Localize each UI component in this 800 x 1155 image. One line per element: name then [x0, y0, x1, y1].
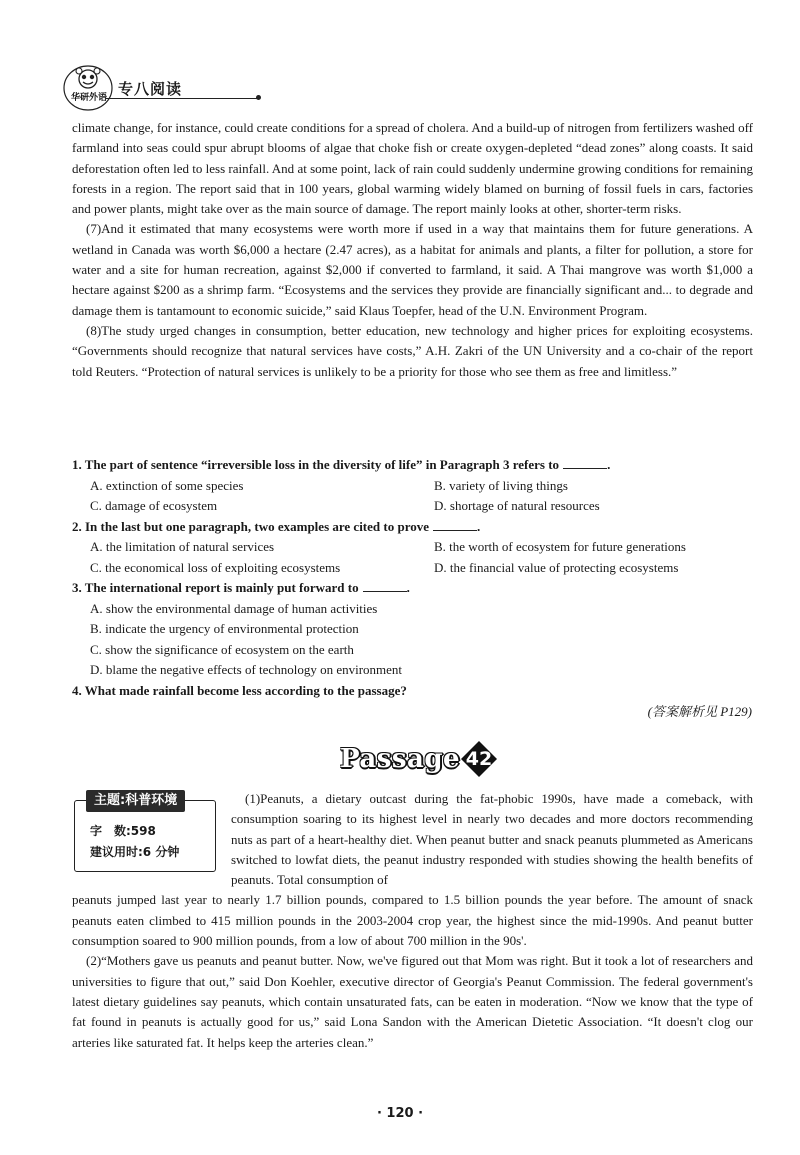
option-b: B. the worth of ecosystem for future generations	[434, 539, 686, 554]
question-stem: 3. The international report is mainly put forward to	[72, 580, 359, 595]
option-c: C. the economical loss of exploiting ecosystems	[90, 559, 341, 575]
logo-icon	[62, 62, 118, 114]
answer-blank	[563, 456, 607, 469]
answer-reference: (答案解析见 P129)	[647, 704, 752, 719]
option-c: C. damage of ecosystem	[90, 498, 218, 513]
section-title: 专八阅读	[118, 80, 183, 98]
option-d: D. shortage of natural resources	[434, 498, 600, 513]
svg-text:华研外语: 华研外语	[70, 93, 108, 103]
answer-blank	[433, 518, 477, 531]
suggested-time: 建议用时:6 分钟	[90, 845, 180, 859]
word-count: 字 数:598	[90, 824, 156, 838]
passage-banner	[340, 736, 500, 788]
theme-tag: 主题:科普环境	[86, 790, 185, 812]
question-3: 3. The international report is mainly put forward to . A. show the environmental damage of human activities B. indicate the urgency of environmental protection C. show the significance of ecosystem on the earth D. blame the negative effects of technology on environment	[72, 578, 753, 681]
question-1: 1. The part of sentence “irreversible loss in the diversity of life” in Paragraph 3 refers to . A. extinction of some species B. variety of living things C. damage of ecosystem D. shortage of natural resources	[72, 455, 753, 517]
question-stem: 1. The part of sentence “irreversible loss in the diversity of life” in Paragraph 3 refers to	[72, 457, 560, 472]
question-stem: 2. In the last but one paragraph, two examples are cited to prove	[72, 518, 430, 534]
option-a: A. show the environmental damage of human activities	[90, 600, 378, 616]
page-number: · 120 ·	[376, 1106, 424, 1121]
question-list	[72, 455, 753, 701]
question-2: 2. In the last but one paragraph, two examples are cited to prove . A. the limitation of natural services B. the worth of ecosystem for future generations C. the economical loss of exploiting ecosystems D. the financial value of protecting ecosystems	[72, 517, 753, 579]
option-b: B. indicate the urgency of environmental protection	[90, 621, 359, 636]
paragraph-1: (1)Peanuts, a dietary outcast during the fat-phobic 1990s, have made a comeback, with consumption soaring to its highest level in nearly two decades and more doctors recommending nuts as part of a heart-healthy diet. When peanut butter and snack peanuts plummeted as Americans switched to lowfat diets, the peanut industry responded with studies showing the health benefits of peanuts. Total consumption of	[231, 791, 753, 888]
paragraph-7: (7)And it estimated that many ecosystems were worth more if used in a way that maintains them for future generations. A wetland in Canada was worth $6,000 a hectare (2.47 acres), as a habitat for animals and plants, a filter for pollution, a store for water and a site for human recreation, against $2,000 if converted to farmland, it said. A Thai mangrove was worth $1,000 a hectare against $200 as a shrimp farm. “Ecosystems and the services they provide are financially significant and... to degrade and damage them is tantamount to economic suicide,” said Klaus Toepfer, head of the U.N. Environment Program.	[72, 221, 753, 318]
passage-42-body	[72, 789, 753, 1053]
option-d: D. the financial value of protecting ecosystems	[434, 559, 679, 575]
banner-word: Passage	[340, 744, 461, 774]
header-rule-dot	[256, 95, 261, 100]
option-c: C. show the significance of ecosystem on the earth	[90, 641, 354, 657]
paragraph-2: (2)“Mothers gave us peanuts and peanut butter. Now, we've figured out that Mom was right. But it took a lot of researchers and universities to figure that out,” said Don Koehler, executive director of Georgia's Peanut Commission. The federal government's latest dietary guidelines say peanuts, which contain unsaturated fats, can be eaten in moderation. “Now we know that the type of fat found in peanuts is actually good for us,” said Lona Sandon with the American Dietetic Association. “It doesn't clog our arteries like saturated fat. It helps keep the arteries clean.”	[72, 953, 753, 1050]
paragraph-continued: climate change, for instance, could create conditions for a spread of cholera. And a build-up of nitrogen from fertilizers washed off farmland into seas could spur abrupt blooms of algae that choke fish or create oxygen-depleted “dead zones” along coasts. It said deforestation often led to less rainfall. And at some point, lack of rain could suddenly undermine growing conditions for remaining forests in a region. The report said that in 100 years, global warming widely blamed on burning of fossil fuels in cars, factories and power plants, might take over as the main source of damage. The report mainly looks at other, shorter-term risks.	[72, 120, 753, 217]
banner-number: 42	[465, 748, 493, 770]
passage-41-body	[72, 118, 753, 382]
paragraph-1-continued: peanuts jumped last year to nearly 1.7 billion pounds, compared to 1.5 billion pounds the year before. The amount of snack peanuts eaten climbed to 415 million pounds in the 2003-2004 crop year, the highest since the mid-1990s. And peanut butter consumption soared to 900 million pounds, from a low of about 700 million in the 90s'.	[72, 892, 753, 949]
question-stem: 4. What made rainfall become less according to the passage?	[72, 682, 407, 698]
option-a: A. the limitation of natural services	[90, 539, 275, 554]
page-header	[62, 62, 222, 114]
option-d: D. blame the negative effects of technology on environment	[90, 662, 403, 677]
question-4	[72, 681, 753, 702]
option-b: B. variety of living things	[434, 477, 568, 493]
answer-blank	[363, 579, 407, 592]
banner-number-badge	[460, 740, 498, 778]
paragraph-8: (8)The study urged changes in consumption, better education, new technology and higher prices for exploiting ecosystems. “Governments should recognize that natural services have costs,” A.H. Zakri of the UN University and a co-chair of the report told Reuters. “Protection of natural services is unlikely to be a priority for those who see them as free and limitless.”	[72, 322, 753, 379]
option-a: A. extinction of some species	[90, 477, 244, 493]
